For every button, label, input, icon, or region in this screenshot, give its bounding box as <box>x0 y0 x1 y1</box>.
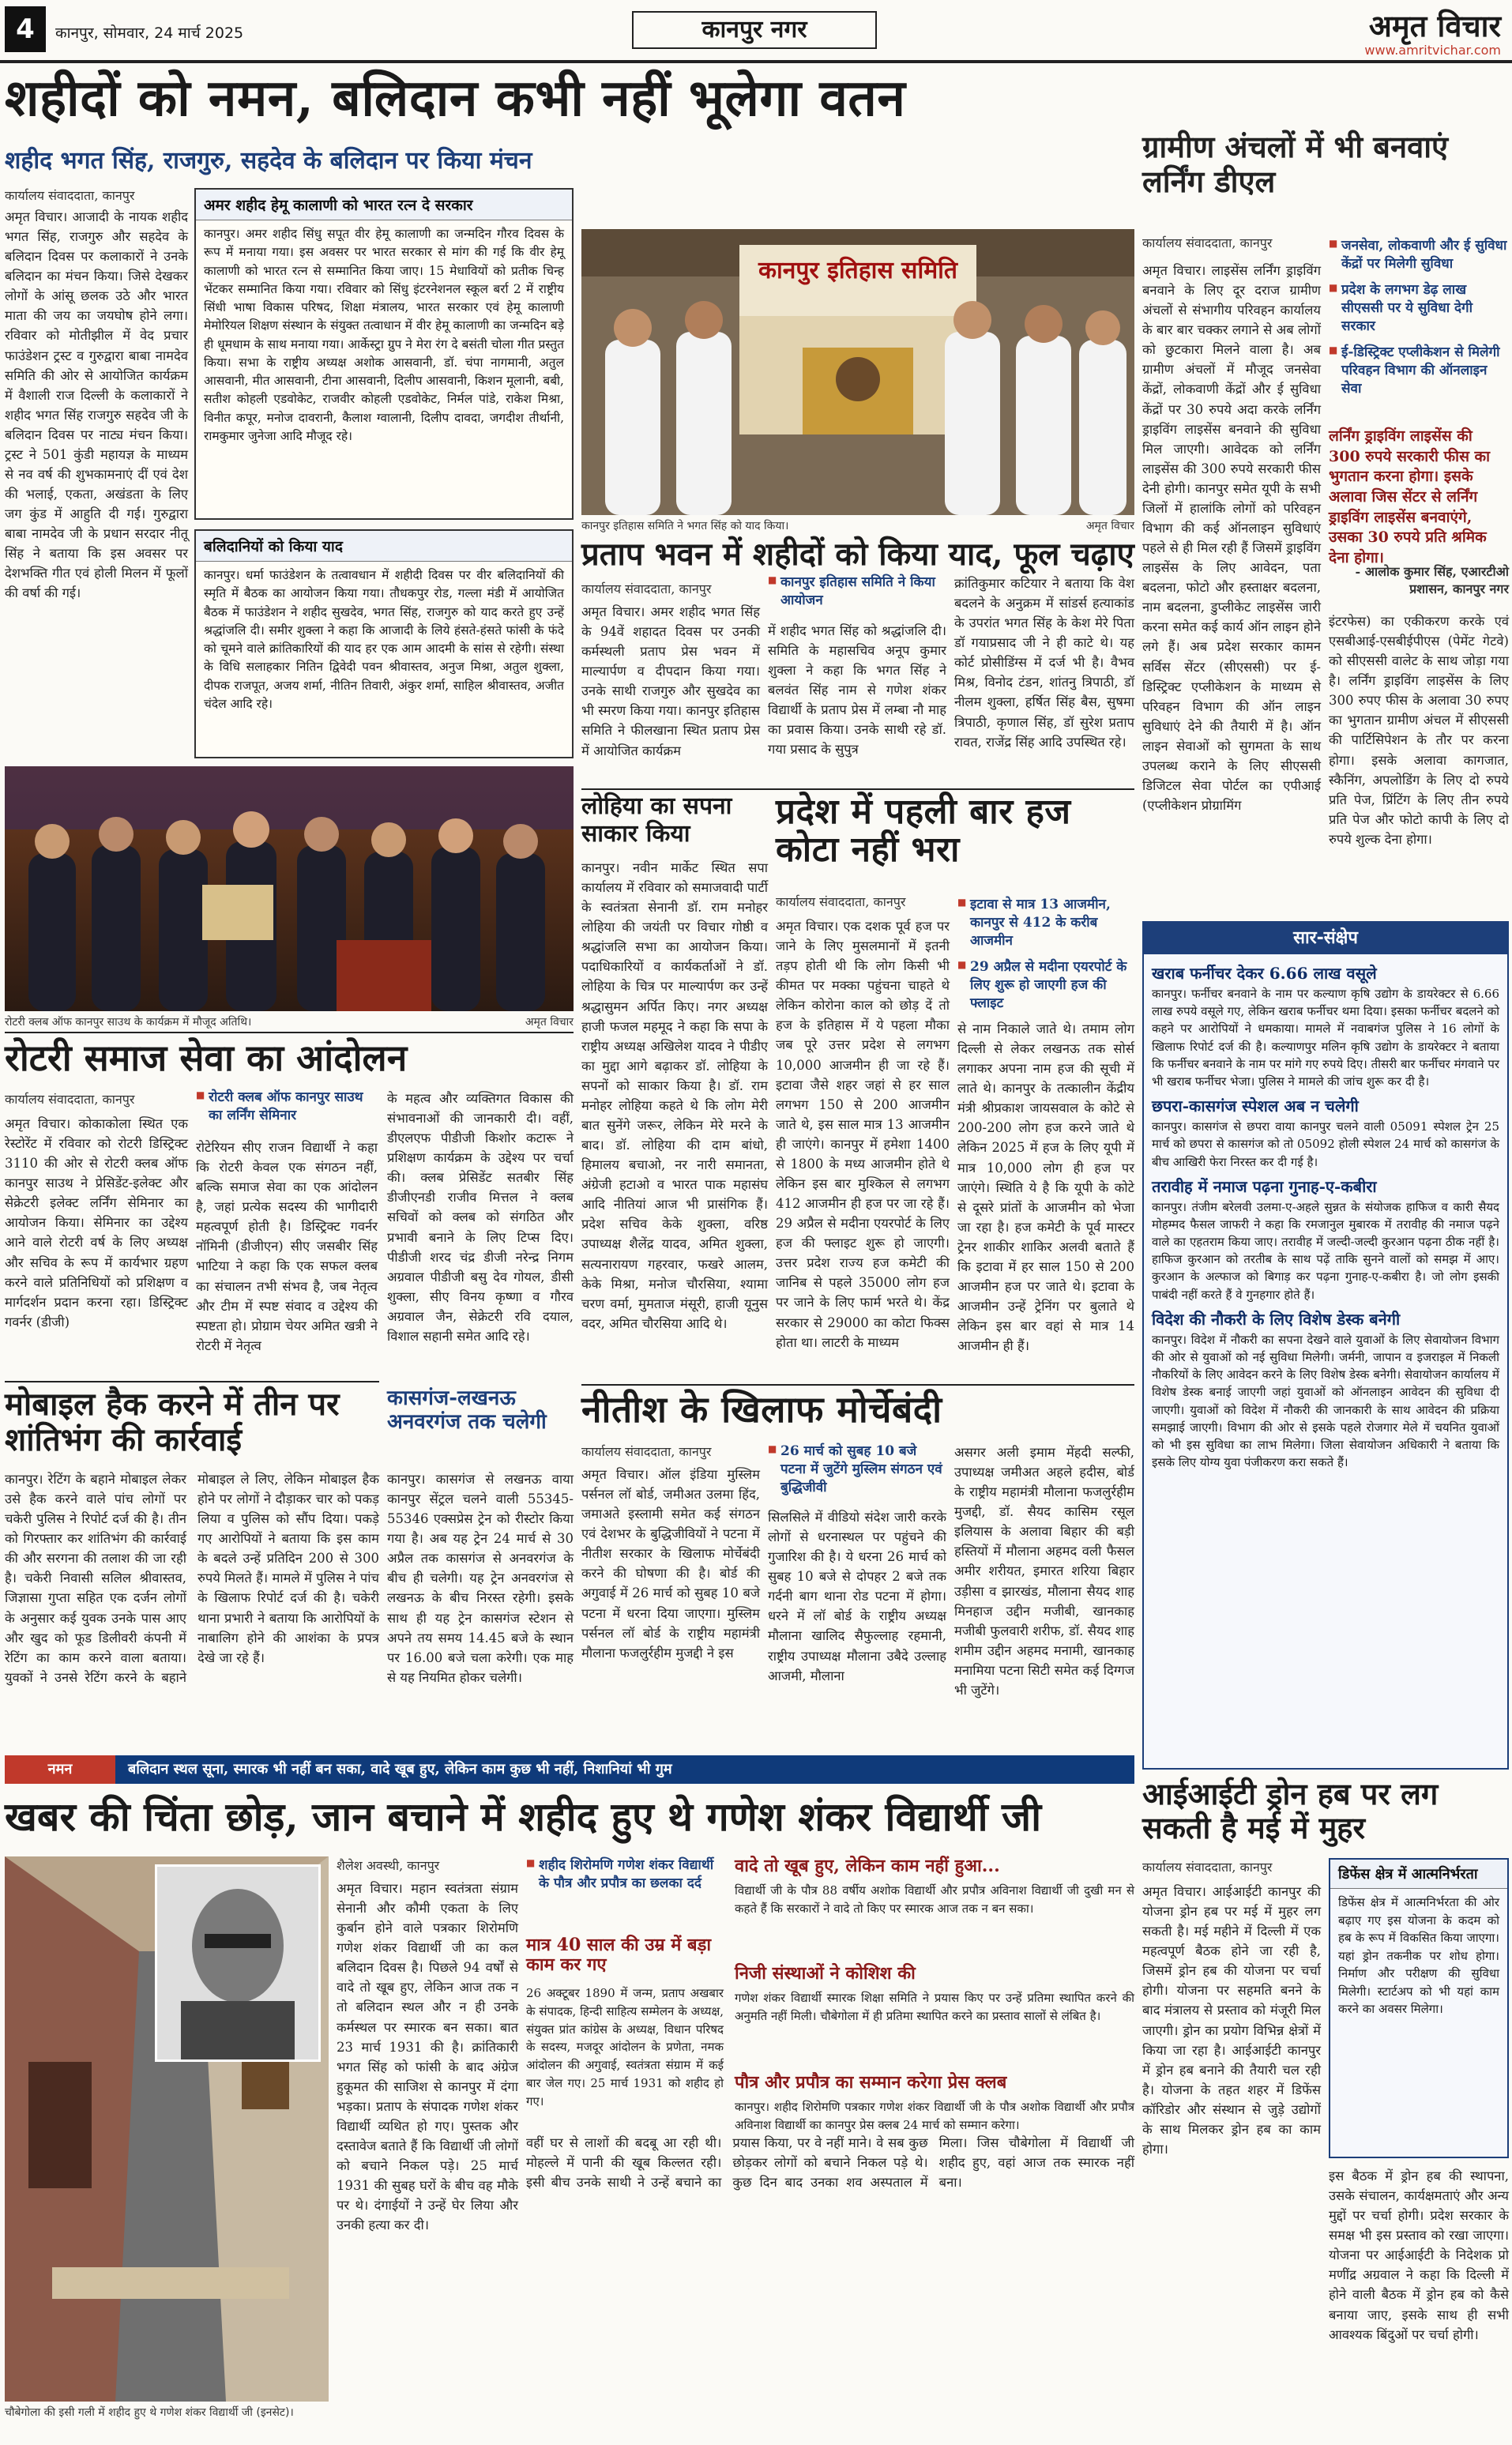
haj-bullet-2: ■ 29 अप्रैल से मदीना एयरपोर्ट के लिए शुरू हो जाएगी हज की फ्लाइट <box>957 958 1134 1013</box>
ganesh-body-5: वहीं घर से लाशों की बदबू आ रही थी। मोहल्ले में पानी की खूब किल्लत रही। इसी बीच उनके साथी ने उन्हें बचाने का प्रयास किया, पर वे नहीं माने। वे सब कुछ छोड़कर लोगों को बचाने निकल पड़े थे। कुछ दिन बाद उनका शव अस्पताल में मिला। जिस चौबेगोला में विद्यार्थी जी शहीद हुए, वहां आज तक स्मारक नहीं बना। <box>526 2135 1134 2191</box>
rotary-body-3: के महत्व और व्यक्तिगत विकास की संभावनाओं की जानकारी दी। वहीं, डीएलएफ पीडीजी किशोर कटारू ने प्रशिक्षण कार्यक्रम के उद्देश्य पर चर्चा की। क्लब प्रेसिडेंट सतबीर सिंह डीजीएनडी राजीव मित्तल ने क्लब सचिवों को क्लब को संगठित और प्रभावी बनाने के लिए टिप्स दिए। पीडीजी शरद चंद्र डीजी नरेन्द्र निगम अग्रवाल पीडीजी बसु देव गोयल, डीसी शुक्ला, सीए विनय कृष्णा व गौरव अग्रवाल जैन, सेक्रेटरी रवि दयाल, विशाल सहानी समेत आदि रहे। <box>387 1091 574 1344</box>
iit-box-title: डिफेंस क्षेत्र में आत्मनिर्भरता <box>1330 1860 1507 1889</box>
lead-byline: कार्यालय संवाददाता, कानपुर <box>5 188 135 203</box>
ganesh-highlight <box>526 1856 724 1932</box>
pratap-highlight <box>768 574 946 618</box>
haj-bullets <box>957 896 1134 1014</box>
nitish-body-3: असगर अली इमाम मेंहदी सल्फी, उपाध्यक्ष जमीअत अहले हदीस, बोर्ड के राष्ट्रीय महामंत्री मौलाना फजलुर्रहीम मुजद्दी, डॉ. सैयद कासिम रसूल इलियास के अलावा बिहार की बड़ी हस्तियों में मौलाना अहमद वली फैसल अमीर शरीयत, इमारत शरिया बिहार उड़ीसा व झारखंड, मौलाना सैयद शाह मिनहाज उद्दीन मजीबी, खानकाह मजीबी फुलवारी शरीफ, डॉ. सैयद शाह शमीम उद्दीन अहमद मनामी, खानकाह मनामिया पटना सिटी समेत कई दिग्गज भी जुटेंगे। <box>954 1445 1134 1698</box>
ganesh-portrait-inset <box>155 1864 321 2062</box>
iit-box <box>1329 1858 1509 2158</box>
rotary-body-2: रोटेरियन सीए राजन विद्यार्थी ने कहा कि रोटरी केवल एक संगठन नहीं, बल्कि समाज सेवा का एक आंदोलन है, जहां प्रत्येक सदस्य की भागीदारी महत्वपूर्ण होती है। डिस्ट्रिक्ट गवर्नर नॉमिनी (डीजीएन) सीए जसबीर सिंह भाटिया ने कहा कि एक सफल क्लब का संचालन तभी संभव है, जब नेतृत्व और टीम में स्पष्ट संवाद व उद्देश्य की स्पष्टता हो। प्रोग्राम चेयर अमित खत्री ने रोटरी में नेतृत्व <box>196 1140 378 1353</box>
ganesh-lane-photo <box>5 1856 329 2402</box>
haj-body-2: से नाम निकाले जाते थे। तमाम लोग दिल्ली से लेकर लखनऊ तक सोर्स लगाकर अपना नाम हज की सूची में लाते थे। कानपुर के तत्कालीन केंद्रीय मंत्री श्रीप्रकाश जायसवाल के कोटे से 200-200 लोग हज करने जाते थे लेकिन 2025 में हज के लिए यूपी में मात्र 10,000 लोग ही हज पर जाएंगे। स्थिति ये है कि यूपी के कोटे से दूसरे प्रांतों के आजमीन को भेजा जा रहा है। हज कमेटी के पूर्व मास्टर ट्रेनर शाकीर शाकिर अलवी बताते हैं कि इटावा में हर साल 150 से 200 आजमीन हज पर जाते थे। इटावा के आजमीन उन्हें ट्रेनिंग पर बुलाते थे लेकिन इस बार वहां से मात्र 14 आजमीन ही हैं। <box>957 1021 1134 1354</box>
rotary-highlight <box>196 1089 378 1136</box>
ganesh-sub4-body: गणेश शंकर विद्यार्थी स्मारक शिक्षा समिति ने प्रयास किए पर उन्हें प्रतिमा स्थापित करने की अनुमति नहीं मिली। चौबेगोला में ही प्रतिमा स्थापित करने का प्रस्ताव सालों से लंबित है। <box>735 1991 1134 2023</box>
iit-headline: आईआईटी ड्रोन हब पर लग सकती है मई में मुहर <box>1142 1776 1439 1845</box>
pratap-body-3: क्रांतिकुमार कटियार ने बताया कि वेश बदलने के अनुक्रम में सांडर्स हत्याकांड के उपरांत भगत सिंह के केश मेरे पिता डॉ गयाप्रसाद जी ने ही काटे थे। यह कोर्ट प्रोसीडिंग्स में दर्ज भी है। वैभव मिश्र, विनोद टंडन, शांतनु त्रिपाठी, डॉ नीलम शुक्ला, हर्षित सिंह बैस, सुषमा त्रिपाठी, कृणाल सिंह, डॉ सुरेश प्रताप रावत, राजेंद्र सिंह आदि उपस्थित रहे। <box>954 576 1134 750</box>
mobile-body: कानपुर। रेटिंग के बहाने मोबाइल लेकर उसे हैक करने वाले पांच लोगों पर चकेरी पुलिस ने रिपोर्ट दर्ज की है। तीन को गिरफ्तार कर शांतिभंग की कार्रवाई की और सरगना की तलाश की जा रही है। चकेरी निवासी सलिल श्रीवास्तव, जिज्ञासा गुप्ता सहित एक दर्जन लोगों के अनुसार कई युवक उनके पास आए और खुद को फूड डिलीवरी कंपनी में रेटिंग का काम करने वाला बताया। युवकों ने उनसे रेटिंग करने के बहाने मोबाइल ले लिए, लेकिन मोबाइल हैक होने पर लोगों ने दौड़ाकर चार को पकड़ लिया व पुलिस को सौंप दिया। पकड़े गए आरोपियों ने बताया कि इस काम के बदले उन्हें प्रतिदिन 200 से 300 रुपये मिलते हैं। मामले में पुलिस ने पांच के खिलाफ रिपोर्ट दर्ज की है। चकेरी थाना प्रभारी ने बताया कि आरोपियों के नाबालिग होने की आशंका के प्रपत्र देखे जा रहे हैं। <box>5 1472 379 1685</box>
dl-bullets <box>1329 237 1509 419</box>
sar-item-1-body: कानपुर। फर्नीचर बनवाने के नाम पर कल्याण कृषि उद्योग के डायरेक्टर से 6.66 लाख रुपये वसूले गए, लेकिन खराब फर्नीचर थमा दिया। इसका फर्नीचर बदलने को कहने पर आरोपियों ने धमकाया। मामले में नवाबगंज पुलिस ने 16 लोगों के खिलाफ रिपोर्ट दर्ज की है। कल्याणपुर मलिन कृषि उद्योग के डायरेक्टर ने बताया कि फर्नीचर बनवाने के नाम पर मांगे गए रुपये दिए। तीसरी बार फर्नीचर मंगवाने पर भी खराब फर्नीचर भेजा। पुलिस ने मामले की जांच शुरू कर दी है। <box>1152 987 1499 1089</box>
dl-headline: ग्रामीण अंचलों में भी बनवाएं लर्निंग डीएल <box>1142 129 1449 199</box>
nitish-highlight-text: ■ 26 मार्च को सुबह 10 बजे पटना में जुटेंगे मुस्लिम संगठन एवं बुद्धिजीवी <box>768 1443 946 1497</box>
balidan-box <box>194 529 574 758</box>
ganesh-sub4-title: निजी संस्थाओं ने कोशिश की <box>735 1963 916 1984</box>
nitish-rule <box>581 1384 1134 1386</box>
pratap-headline: प्रताप भवन में शहीदों को किया याद, फूल चढ़ाए <box>581 536 1134 573</box>
history-banner-text: कानपुर इतिहास समिति <box>758 257 958 284</box>
ganesh-sub5-title: पौत्र और प्रपौत्र का सम्मान करेगा प्रेस क्लब <box>735 2072 1007 2093</box>
haj-body-1: अमृत विचार। एक दशक पूर्व हज पर जाने के लिए मुसलमानों में इतनी तड़प होती थी कि लोग किसी भी कीमत पर मक्का पहुंचना चाहते थे लेकिन कोरोना काल को छोड़ दें तो हज के इतिहास में ये पहला मौका जब पूरे उत्तर प्रदेश से लगभग 10,000 आजमीन ही जा रहे हैं। इटावा जैसे शहर जहां से हर साल लगभग 150 से 200 आजमीन जाते थे, इस साल मात्र 13 आजमीन ही जाएंगे। कानपुर में हमेशा 1400 से 1800 के मध्य आजमीन होते थे लेकिन इस बार मुश्किल से लगभग 412 आजमीन ही हज पर जा रहे हैं। 29 अप्रैल से मदीना एयरपोर्ट के लिए हज की फ्लाइट शुरू हो जाएगी। उत्तर प्रदेश राज्य हज कमेटी की जानिब से पहले 35000 लोग हज पर जाने के लिए फार्म भरते थे। केंद्र सरकार से 29000 का कोटा फिक्स होता था। लाटरी के माध्यम <box>776 919 950 1350</box>
rotary-rule <box>5 1032 574 1033</box>
dl-bullet-3: ■ ई-डिस्ट्रिक्ट एप्लीकेशन से मिलेगी परिवहन विभाग की ऑनलाइन सेवा <box>1329 344 1509 398</box>
strip-tag: नमन <box>5 1755 115 1784</box>
kasganj-body: कानपुर। कासगंज से लखनऊ वाया कानपुर सेंट्रल चलने वाली 55345-55346 एक्सप्रेस ट्रेन को रीस्टोर किया गया है। अब यह ट्रेन 24 मार्च से 30 अप्रैल तक कासगंज से अनवरगंज के बीच ही चलेगी। यह ट्रेन अनवरगंज से लखनऊ के बीच निरस्त रहेगी। इसके साथ ही यह ट्रेन कासगंज स्टेशन से अपने तय समय 14.45 बजे के स्थान पर 16.00 बजे चला करेगी। एक माह से यह नियमित होकर चलेगी। <box>387 1472 574 1685</box>
iit-body-2: इस बैठक में ड्रोन हब की स्थापना, उसके संचालन, कार्यक्षमताएं और अन्य मुद्दों पर चर्चा होगी। प्रदेश सरकार के समक्ष भी इस प्रस्ताव को रखा जाएगा। योजना पर आईआईटी के निदेशक प्रो मणींद्र अग्रवाल ने कहा कि दिल्ली में होने वाली बैठक में ड्रोन हब को कैसे बनाया जाए, इसके साथ ही सभी आवश्यक बिंदुओं पर चर्चा होगी। <box>1329 2169 1509 2342</box>
pratap-body-1: अमृत विचार। अमर शहीद भगत सिंह के 94वें शहादत दिवस पर उनकी कर्मस्थली प्रताप प्रेस भवन में माल्यार्पण व दीपदान किया गया। उनके साथी राजगुरु और सुखदेव का भी स्मरण किया गया। कानपुर इतिहास समिति ने फीलखाना स्थित प्रताप प्रेस में आयोजित कार्यक्रम <box>581 604 760 758</box>
ganesh-sub3-title: वादे तो खूब हुए, लेकिन काम नहीं हुआ... <box>735 1856 1000 1876</box>
haj-headline: प्रदेश में पहली बार हज कोटा नहीं भरा <box>776 792 1071 870</box>
brand-url: www.amritvichar.com <box>1364 43 1501 58</box>
hemu-box-title: अमर शहीद हेमू कालाणी को भारत रत्न दे सरकार <box>196 190 572 220</box>
iit-byline: कार्यालय संवाददाता, कानपुर <box>1142 1860 1273 1875</box>
nitish-byline: कार्यालय संवाददाता, कानपुर <box>581 1444 712 1459</box>
brand-logo: अमृत विचार <box>1368 8 1501 43</box>
ganesh-sub3-body: विद्यार्थी जी के पौत्र 88 वर्षीय अशोक विद्यार्थी और प्रपौत्र अविनाश विद्यार्थी जी दुखी मन से कहते हैं कि सरकारों ने वादे तो किए पर स्मारक आज तक न बन सका। <box>735 1883 1134 1916</box>
ganesh-highlight-text: ■ शहीद शिरोमणि गणेश शंकर विद्यार्थी के पौत्र और प्रपौत्र का छलका दर्द <box>526 1856 724 1893</box>
dl-body-1: अमृत विचार। लाइसेंस लर्निंग ड्राइविंग बनवाने के लिए दूर दराज ग्रामीण अंचलों से संभागीय परिवहन कार्यालय के बार बार चक्कर लगाने से अब लोगों को छुटकारा मिलने वाला है। अब ग्रामीण अंचलों में मौजूद जनसेवा केंद्रों, लोकवाणी केंद्रों और ई सुविधा केंद्रों पर 30 रुपये अदा करके लर्निंग ड्राइविंग लाइसेंस बनवाने की सुविधा मिल जाएगी। आवेदक को लर्निंग लाइसेंस की 300 रुपये सरकारी फीस देनी होगी। कानपुर समेत यूपी के सभी जिलों में हालांकि लोगों को परिवहन विभाग की कई ऑनलाइन सुविधाएं पहले से ही मिल रही हैं जिसमें ड्राइविंग लाइसेंस के लिए आवेदन, पता बदलना, फोटो और हस्ताक्षर बदलना, नाम बदलना, डुप्लीकेट लाइसेंस जारी करना समेत कई कार्य ऑन लाइन होने लगे हैं। अब प्रदेश सरकार कामन सर्विस सेंटर (सीएससी) पर ई-डिस्ट्रिक्ट एप्लीकेशन के माध्यम से परिवहन विभाग की ऑन लाइन सुविधाएं देने की तैयारी में है। ऑन लाइन सेवाओं को सुगमता के साथ उपलब्ध कराने के लिए सीएससी डिजिटल सेवा पोर्टल का एपीआई (एप्लीकेशन प्रोग्रामिंग <box>1142 263 1321 814</box>
pratap-byline: कार्यालय संवाददाता, कानपुर <box>581 581 712 596</box>
sar-item-2-title: छपरा-कासगंज स्पेशल अब न चलेगी <box>1152 1096 1359 1116</box>
history-photo-caption: कानपुर इतिहास समिति ने भगत सिंह को याद किया। <box>581 520 789 532</box>
hemu-box <box>194 188 574 520</box>
pratap-highlight-text: ■ कानपुर इतिहास समिति ने किया आयोजन <box>768 574 946 610</box>
history-photo-credit: अमृत विचार <box>1085 520 1134 532</box>
rotary-body-1: अमृत विचार। कोकाकोला स्थित एक रेस्टोरेंट में रविवार को रोटरी डिस्ट्रिक्ट 3110 की ओर से रोटरी क्लब ऑफ कानपुर साउथ ने प्रेसिडेंट-इलेक्ट और सेक्रेटरी इलेक्ट लर्निंग सेमिनार का आयोजन किया। सेमिनार का उद्देश्य आने वाले रोटरी वर्ष के लिए अध्यक्ष और सचिव के रूप में कार्यभार ग्रहण करने वाले प्रतिनिधियों को प्रशिक्षण व मार्गदर्शन प्रदान करना रहा। डिस्ट्रिक्ट गवर्नर (डीजी) <box>5 1116 188 1330</box>
ganesh-body-1: अमृत विचार। महान स्वतंत्रता संग्राम सेनानी और कौमी एकता के लिए कुर्बान होने वाले पत्रकार शिरोमणि गणेश शंकर विद्यार्थी जी का कल बलिदान दिवस है। पिछले 94 वर्षों से वादे तो खूब हुए, लेकिन आज तक न तो बलिदान स्थल और न ही उनके कर्मस्थल पर स्मारक बन सका। बात 23 मार्च 1931 की है। क्रांतिकारी भगत सिंह को फांसी के बाद अंग्रेज हुकूमत की साजिश से कानपुर में दंगा भड़का। प्रताप के संपादक गणेश शंकर विद्यार्थी व्यथित हो गए। पुस्तक और दस्तावेज बताते हैं कि विद्यार्थी जी लोगों को बचाने निकल पड़े। 25 मार्च 1931 की सुबह घरों के बीच वह मौके पर थे। दंगाईयों ने उन्हें घेर लिया और उनकी हत्या कर दी। <box>337 1881 518 2233</box>
rotary-photo-caption: रोटरी क्लब ऑफ कानपुर साउथ के कार्यक्रम में मौजूद अतिथि। <box>5 1016 252 1029</box>
ganesh-byline: शैलेश अवस्थी, कानपुर <box>337 1858 440 1873</box>
lohiya-body: कानपुर। नवीन मार्केट स्थित सपा कार्यालय में रविवार को समाजवादी पार्टी के स्वतंत्रता सेनानी डॉ. राम मनोहर लोहिया की जयंती पर विचार गोष्ठी व श्रद्धांजलि सभा का आयोजन किया। पदाधिकारियों व कार्यकर्ताओं ने डॉ. लोहिया के चित्र पर माल्यार्पण कर उन्हें श्रद्धासुमन अर्पित किए। नगर अध्यक्ष हाजी फजल महमूद ने कहा कि सपा के राष्ट्रीय अध्यक्ष अखिलेश यादव ने पीडीए का मुद्दा आगे बढ़ाकर डॉ. लोहिया के सपनों को साकार किया है। डॉ. राम मनोहर लोहिया कहते थे कि लोग मेरी बात सुनेंगे जरूर, लेकिन मेरे मरने के बाद। डॉ. लोहिया की दाम बांधो, हिमालय बचाओ, नर नारी समानता, अंग्रेजी हटाओ व भारत पाक महासंघ आदि नीतियां आज भी प्रासंगिक हैं। प्रदेश सचिव केके शुक्ला, वरिष्ठ उपाध्यक्ष शैलेंद्र यादव, अमित शुक्ला, सत्यनारायण गहरवार, फखरे आलम, केके मिश्रा, मनोज चौरसिया, श्यामा चरण वर्मा, मुमताज मंसूरी, हाजी यूनुस वदर, अमित चौरसिया आदि थे। <box>581 860 768 1331</box>
lohiya-rule <box>581 788 1134 790</box>
date-line: कानपुर, सोमवार, 24 मार्च 2025 <box>55 24 244 42</box>
pratap-body-2: में शहीद भगत सिंह को श्रद्धांजलि दी। समिति के महासचिव अनूप कुमार शुक्ला ने कहा कि भगत सिंह ने बलवंत सिंह नाम से गणेश शंकर विद्यार्थी के प्रताप प्रेस में लम्बा नौ माह का प्रवास किया। उनके साथी रहे डॉ. गया प्रसाद के सुपुत्र <box>768 623 946 758</box>
iit-body-1: अमृत विचार। आईआईटी कानपुर की योजना ड्रोन हब पर मई में मुहर लग सकती है। मई महीने में दिल्ली में एक महत्वपूर्ण बैठक होने जा रही है, जिसमें ड्रोन हब की योजना पर चर्चा होगी। योजना पर सहमति बनने के बाद मंत्रालय से प्रस्ताव को मंजूरी मिल जाएगी। ड्रोन का प्रयोग विभिन्न क्षेत्रों में किया जा रहा है। आईआईटी कानपुर में ड्रोन हब बनाने की तैयारी चल रही है। योजना के तहत शहर में डिफेंस कॉरिडोर और संस्थान से जुड़े उद्योगों के साथ मिलकर ड्रोन हब का काम होगा। <box>1142 1884 1321 2157</box>
nitish-headline: नीतीश के खिलाफ मोर्चेबंदी <box>581 1388 942 1431</box>
ganesh-sub5-body: कानपुर। शहीद शिरोमणि पत्रकार गणेश शंकर विद्यार्थी जी के पौत्र अशोक विद्यार्थी और प्रपौत्र अविनाश विद्यार्थी का कानपुर प्रेस क्लब 24 मार्च को सम्मान करेगा। <box>735 2100 1134 2132</box>
page-number: 4 <box>5 6 46 52</box>
balidan-box-body: कानपुर। धर्मा फाउंडेशन के तत्वावधान में शहीदी दिवस पर वीर बलिदानियों की स्मृति में बैठक का आयोजन किया गया। तौधकपुर रोड, गल्ला मंडी में आयोजित बैठक में फाउंडेशन ने शहीद सुखदेव, भगत सिंह, राजगुरु को याद करते हुए उन्हें श्रद्धांजलि दी। समीर शुक्ला ने कहा कि आजादी के लिये हंसते-हंसते फांसी के फंदे को चूमने वाले क्रांतिकारियों की याद हर एक आम आदमी के सांस से रहेगी। संस्था के विधि सलाहकार नितिन द्विवेदी पवन श्रीवास्तव, अनुज मिश्रा, अतुल शुक्ला, दीपक राजपूत, अजय शर्मा, नीतिन तिवारी, अंकुर शर्मा, साहिल श्रीवास्तव, अजीत चंदेल आदि रहे। <box>204 568 564 711</box>
mobile-headline: मोबाइल हैक करने में तीन पर शांतिभंग की कार्रवाई <box>5 1386 340 1458</box>
rotary-headline: रोटरी समाज सेवा का आंदोलन <box>5 1036 408 1079</box>
lohiya-headline: लोहिया का सपना साकार किया <box>581 792 732 848</box>
ganesh-sub2-body: 26 अक्टूबर 1890 में जन्म, प्रताप अखबार के संपादक, हिन्दी साहित्य सम्मेलन के अध्यक्ष, संयुक्त प्रांत कांग्रेस के अध्यक्ष, विधान परिषद के सदस्य, मजदूर आंदोलन के प्रणेता, नमक आंदोलन की अगुवाई, स्वतंत्रता संग्राम में कई बार जेल गए। 25 मार्च 1931 को शहीद हो गए। <box>526 1986 724 2108</box>
strip-text: बलिदान स्थल सूना, स्मारक भी नहीं बन सका, वादे खूब हुए, लेकिन काम कुछ भी नहीं, निशानियां भी गुम <box>115 1755 1134 1784</box>
rotary-highlight-text: ■ रोटरी क्लब ऑफ कानपुर साउथ का लर्निंग सेमिनार <box>196 1089 378 1125</box>
sar-item-1-title: खराब फर्नीचर देकर 6.66 लाख वसूले <box>1152 964 1377 983</box>
section-title: कानपुर नगर <box>632 11 877 49</box>
nitish-body-2: सिलसिले में वीडियो संदेश जारी करके लोगों से धरनास्थल पर पहुंचने की गुजारिश की है। ये धरना 26 मार्च को सुबह 10 बजे से दोपहर 2 बजे तक गर्दनी बाग थाना रोड पटना में होगा। धरने में लॉ बोर्ड के राष्ट्रीय अध्यक्ष मौलाना खालिद सैफुल्लाह रहमानी, राष्ट्रीय उपाध्यक्ष मौलाना उबैदे उल्लाह आजमी, मौलाना <box>768 1510 946 1683</box>
haj-bullet-1: ■ इटावा से मात्र 13 आजमीन, कानपुर से 412 के करीब आजमीन <box>957 896 1134 950</box>
sar-sankshep-box <box>1142 921 1509 1770</box>
dl-quote: लर्निंग ड्राइविंग लाइसेंस की 300 रुपये सरकारी फीस का भुगतान करना होगा। इसके अलावा जिस सेंटर से लर्निंग ड्राइविंग लाइसेंस बनवाएंगे, उसका 30 रुपये प्रति श्रमिक देना होगा। <box>1329 427 1491 566</box>
dl-bullet-2: ■ प्रदेश के लगभग डेढ़ लाख सीएससी पर ये सुविधा देगी सरकार <box>1329 281 1509 336</box>
ganesh-headline: खबर की चिंता छोड़, जान बचाने में शहीद हुए थे गणेश शंकर विद्यार्थी जी <box>5 1793 1042 1840</box>
rotary-photo-credit: अमृत विचार <box>525 1016 574 1029</box>
sar-item-2-body: कानपुर। कासगंज से छपरा वाया कानपुर चलने वाली 05091 स्पेशल ट्रेन 25 मार्च को छपरा से कासगंज को तो 05092 होली स्पेशल 24 मार्च को कासगंज के बीच आखिरी फेरा निरस्त कर दी गई है। <box>1152 1119 1499 1169</box>
iit-box-body: डिफेंस क्षेत्र में आत्मनिर्भरता की ओर बढ़ाए गए इस योजना के कदम को हब के रूप में विकसित किया जाएगा। यहां ड्रोन तकनीक पर शोध होगा। निर्माण और परीक्षण की सुविधा मिलेगी। स्टार्टअप को भी यहां काम करने का अवसर मिलेगा। <box>1338 1895 1499 2016</box>
lead-subhead: शहीद भगत सिंह, राजगुरु, सहदेव के बलिदान पर किया मंचन <box>5 147 532 175</box>
rotary-byline: कार्यालय संवाददाता, कानपुर <box>5 1092 135 1107</box>
haj-byline: कार्यालय संवाददाता, कानपुर <box>776 894 906 909</box>
sar-item-3-title: तरावीह में नमाज पढ़ना गुनाह-ए-कबीरा <box>1152 1176 1377 1196</box>
lead-headline: शहीदों को नमन, बलिदान कभी नहीं भूलेगा वतन <box>5 69 906 128</box>
rotary-event-photo <box>5 766 574 1011</box>
ganesh-sub2-title: मात्र 40 साल की उम्र में बड़ा काम कर गए <box>526 1935 712 1976</box>
balidan-box-title: बलिदानियों को किया याद <box>196 531 572 562</box>
sar-item-4-title: विदेश की नौकरी के लिए विशेष डेस्क बनेगी <box>1152 1309 1401 1329</box>
mobile-rule <box>5 1381 379 1382</box>
ganesh-photo-caption: चौबेगोला की इसी गली में शहीद हुए थे गणेश शंकर विद्यार्थी जी (इनसेट)। <box>5 2406 294 2419</box>
nitish-body-1: अमृत विचार। ऑल इंडिया मुस्लिम पर्सनल लॉ बोर्ड, जमीअत उलमा हिंद, जमाअते इस्लामी समेत कई संगठन एवं देशभर के बुद्धिजीवियों ने पटना में नीतीश सरकार के खिलाफ मोर्चेबंदी करने की घोषणा की है। बोर्ड की अगुवाई में 26 मार्च को सुबह 10 बजे पटना में धरना दिया जाएगा। मुस्लिम पर्सनल लॉ बोर्ड के राष्ट्रीय महामंत्री मौलाना फजलुर्रहीम मुजद्दी ने इस <box>581 1467 760 1661</box>
sar-item-3-body: कानपुर। तंजीम बरेलवी उलमा-ए-अहले सुन्नत के संयोजक हाफिज व कारी सैयद मोहम्मद फैसल जाफरी ने कहा कि रमजानुल मुबारक में तरावीह की नमाज पढ़ने वाले का एहतराम किया जाए। तरावीह में जल्दी-जल्दी कुरआन पढ़ना ठीक नहीं है। हाफिज कुरआन को तरतीब के साथ पढ़ें ताकि सुनने वालों को समझ में आए। कुरआन के अल्फाज को बिगाड़ कर पढ़ना गुनाह-ए-कबीरा है। जो लोग इसकी पाबंदी नहीं करते हैं वे गुनहगार होते हैं। <box>1152 1199 1499 1302</box>
sar-item-4-body: कानपुर। विदेश में नौकरी का सपना देखने वाले युवाओं के लिए सेवायोजन विभाग की ओर से युवाओं को नई सुविधा मिलेगी। जर्मनी, जापान व इजराइल में निकली नौकरियों के लिए आवेदन करने के लिए विशेष डेस्क बनेगी। सेवायोजन कार्यालय में विशेष डेस्क बनाई जाएगी जहां युवाओं को ऑनलाइन आवेदन की सुविधा दी जाएगी। युवाओं को विदेश में नौकरी की जानकारी के साथ आवेदन की प्रक्रिया समझाई जाएगी। विभाग की ओर से इसके पहले रोजगार मेले में चयनित युवाओं को भी इस सुविधा का लाभ मिलेगा। जिला सेवायोजन अधिकारी ने बताया कि इसके लिए योग्य युवा पंजीकरण करा सकते हैं। <box>1152 1332 1499 1470</box>
lead-body: अमृत विचार। आजादी के नायक शहीद भगत सिंह, राजगुरु और सहदेव के बलिदान दिवस पर कलाकारों ने उनके बलिदान का मंचन किया। जिसे देखकर लोगों के आंसू छलक उठे और भारत माता की जय का जयघोष होने लगा। रविवार को मोतीझील में वेद प्रचार फाउंडेशन ट्रस्ट व गुरुद्वारा बाबा नामदेव समिति की ओर से आयोजित कार्यक्रम में वैशाली राज दिल्ली के कलाकारों ने शहीद भगत सिंह राजगुरु सहदेव जी के बलिदान दिवस पर नाट्य मंचन किया। ट्रस्ट ने 501 कुंडी महायज्ञ के माध्यम से नव वर्ष की शुभकामनाएं दीं एवं देश की भलाई, एकता, अखंडता के लिए जग कुंड में आहुति दी गई। गुरुद्वारा बाबा नामदेव जी के प्रधान सरदार नीतू सिंह ने बताया कि इस अवसर पर देशभक्ति गीत एवं होली मिलन में फूलों की वर्षा की गई। <box>5 209 188 601</box>
dl-body-2: इंटरफेस) का एकीकरण करके एवं एसबीआई-एसबीईपीएस (पेमेंट गेटवे) को सीएससी वालेट के साथ जोड़ा गया है। लर्निंग ड्राइविंग लाइसेंस के लिए 300 रुपए फीस के अलावा 30 रुपए का भुगतान ग्रामीण अंचल में सीएससी की पार्टिसिपेशन के तौर पर करना होगा। इसके अलावा कागजात, स्कैनिंग, अपलोडिंग के लिए दो रुपये प्रति पेज, प्रिंटिंग के लिए तीन रुपये प्रति पेज और फोटो कापी के लिए दो रुपये शुल्क देना होगा। <box>1329 614 1509 847</box>
history-samiti-photo <box>581 229 1134 515</box>
masthead-rule <box>0 60 1512 63</box>
nitish-highlight <box>768 1443 946 1504</box>
sar-title: सार-संक्षेप <box>1144 923 1507 954</box>
dl-byline: कार्यालय संवाददाता, कानपुर <box>1142 235 1273 250</box>
dl-bullet-1: ■ जनसेवा, लोकवाणी और ई सुविधा केंद्रों पर मिलेगी सुविधा <box>1329 237 1509 273</box>
kasganj-headline: कासगंज-लखनऊ अनवरगंज तक चलेगी <box>387 1386 547 1434</box>
dl-quote-author: - आलोक कुमार सिंह, एआरटीओ प्रशासन, कानपुर नगर <box>1355 564 1509 596</box>
hemu-box-body: कानपुर। अमर शहीद सिंधु सपूत वीर हेमू कालाणी का जन्मदिन गौरव दिवस के रूप में मनाया गया। इस अवसर पर भारत सरकार से मांग की गई कि वीर हेमू कालाणी को भारत रत्न से सम्मानित किया जाए। 15 मेधावियों को प्रतीक चिन्ह भेंटकर सम्मानित किया गया। रविवार को सिंधु इंटरनेशनल स्कूल बर्रा 2 में राष्ट्रीय सिंधी भाषा विकास परिषद, शिक्षा मंत्रालय, भारत सरकार एवं हेमू कालाणी मेमोरियल शिक्षण संस्थान के संयुक्त तत्वाधान में वीर हेमू कालाणी का जन्मदिन बड़े ही धूमधाम के साथ मनाया गया। आर्केस्ट्रा ग्रुप ने मेरा रंग दे बसंती चोला गीत प्रस्तुत किया। सभा के राष्ट्रीय अध्यक्ष अशोक आसवानी, डॉ. चंपा नागमानी, अतुल आसवानी, मीत आसवानी, टीना आसवानी, दिलीप आसवानी, किशन मूलानी, बबी, सतीश कोहली एडवोकेट, राजवीर कोहली एडवोकेट, निर्मल पांडे, राकेश मिश्रा, विनीत कपूर, मनोज दावरानी, कैलाश ग्वालानी, दिलीप दावदा, जगदीश तीर्थानी, रामकुमार जुनेजा आदि मौजूद रहे। <box>204 227 564 443</box>
